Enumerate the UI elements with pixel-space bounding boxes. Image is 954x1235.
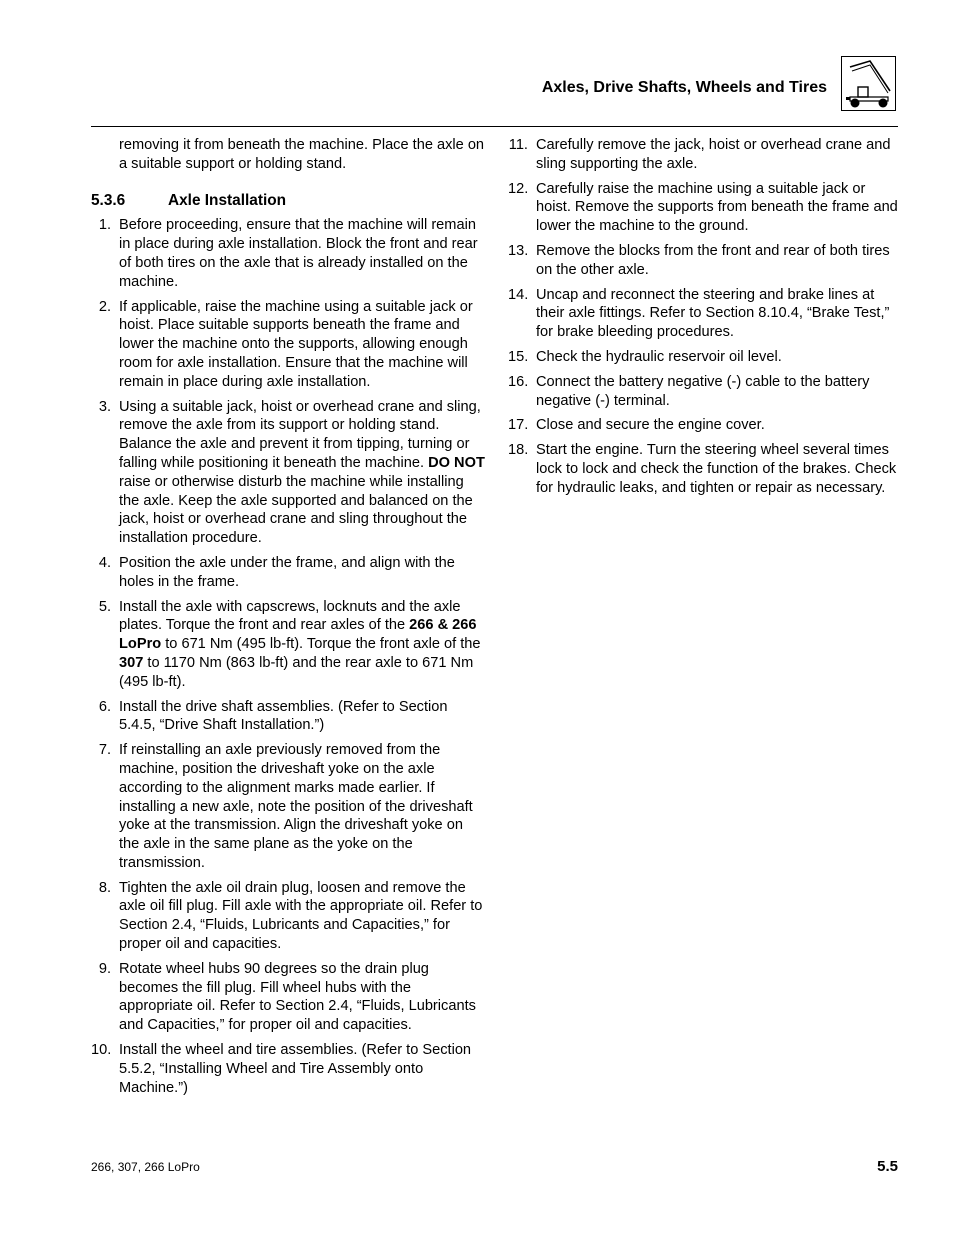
list-item [91, 879, 486, 954]
step-text [536, 180, 900, 236]
list-item [508, 441, 900, 497]
step-text [536, 348, 900, 367]
step-number: 5. [98, 598, 111, 615]
step-text-run: Start the engine. Turn the steering wheel several times lock to lock and check the function of the brakes. Check for hydraulic leaks, and tighten or repair as necessary. [536, 442, 897, 496]
left-column [91, 136, 486, 1103]
step-text-run: Check the hydraulic reservoir oil level. [536, 348, 782, 365]
step-number: 1. [98, 217, 111, 234]
step-text-run: Install the wheel and tire assemblies. (Refer to Section 5.5.2, “Installing Wheel and Tire Assembly onto Machine.”) [119, 1042, 472, 1096]
step-text [119, 298, 486, 392]
step-text-bold: DO NOT [428, 454, 485, 471]
page-header-title: Axles, Drive Shafts, Wheels and Tires [541, 79, 827, 96]
page-number: 5.5 [877, 1158, 898, 1175]
step-text [536, 416, 900, 435]
step-text-run: Carefully raise the machine using a suitable jack or hoist. Remove the supports from beneath the frame and lower the machine to the ground. [536, 180, 898, 235]
step-text [119, 398, 486, 548]
list-item [508, 242, 900, 280]
list-item [91, 960, 486, 1035]
section-number: 5.3.6 [91, 191, 126, 209]
list-item [91, 554, 486, 592]
step-text-run: Using a suitable jack, hoist or overhead crane and sling, remove the axle from its support or holding stand. Balance the axle and prevent it from tipping, turning or falling while positioning it beneath the machine. [119, 398, 481, 471]
step-text-run: raise or otherwise disturb the machine while installing the axle. Keep the axle supported and balanced on the jack, hoist or overhead crane and sling throughout the installation procedure. [119, 473, 473, 547]
step-text [119, 960, 486, 1035]
steps-list-left [91, 216, 486, 1097]
continuation-text: removing it from beneath the machine. Place the axle on a suitable support or holding stand. [119, 137, 485, 172]
step-number: 13. [508, 242, 529, 259]
step-number: 4. [98, 554, 111, 571]
telehandler-icon [841, 56, 896, 111]
step-text [119, 1041, 486, 1097]
step-number: 2. [98, 298, 111, 315]
step-text-run: Position the axle under the frame, and align with the holes in the frame. [119, 554, 455, 590]
step-text [536, 136, 900, 174]
step-text-run: Remove the blocks from the front and rear of both tires on the other axle. [536, 242, 890, 278]
step-text [119, 554, 486, 592]
list-item [508, 373, 900, 411]
step-number: 15. [508, 348, 529, 365]
list-item [91, 1041, 486, 1097]
step-text-run: Connect the battery negative (-) cable to the battery negative (-) terminal. [536, 373, 870, 409]
step-text-run: Install the axle with capscrews, locknuts and the axle plates. Torque the front and rear axles of the [119, 598, 461, 634]
step-text [119, 216, 486, 291]
step-number: 16. [508, 373, 529, 390]
step-text [119, 698, 486, 736]
section-title: Axle Installation [168, 191, 287, 209]
step-text-bold: 307 [119, 654, 144, 671]
step-text-run: Before proceeding, ensure that the machine will remain in place during axle installation. Block the front and rear of both tires on the axle that is already installed on the machine. [119, 217, 478, 290]
step-text-run: Carefully remove the jack, hoist or overhead crane and sling supporting the axle. [536, 137, 891, 172]
list-item [508, 180, 900, 236]
step-text-run: Rotate wheel hubs 90 degrees so the drain plug becomes the fill plug. Fill wheel hubs with the appropriate oil. Refer to Section 2.4, “Fluids, Lubricants and Capacities,” for proper oil and capacities. [119, 960, 476, 1034]
list-item [91, 398, 486, 548]
section-heading [91, 192, 486, 211]
header-rule [91, 126, 898, 127]
list-item [508, 348, 900, 367]
step-text [119, 879, 486, 954]
step-text-run: Tighten the axle oil drain plug, loosen and remove the axle oil fill plug. Fill axle with the appropriate oil. Refer to Section 2.4, “Fluids, Lubricants and Capacities,” for proper oil and capacities. [119, 879, 483, 953]
steps-list-right [508, 136, 900, 498]
step-number: 8. [98, 879, 111, 896]
step-text-run: Install the drive shaft assemblies. (Refer to Section 5.4.5, “Drive Shaft Installation.”) [119, 698, 448, 734]
step-number: 11. [508, 137, 528, 153]
step-text-run: to 671 Nm (495 lb-ft). Torque the front axle of the [161, 636, 481, 653]
step-number: 9. [98, 960, 111, 977]
list-item [508, 286, 900, 342]
step-text [536, 242, 900, 280]
step-text-run: Uncap and reconnect the steering and brake lines at their axle fittings. Refer to Section 8.10.4, “Brake Test,” for brake bleeding procedures. [536, 286, 890, 341]
step-text [119, 741, 486, 873]
step-text-run: Close and secure the engine cover. [536, 417, 765, 434]
list-item [91, 298, 486, 392]
step-number: 7. [98, 742, 111, 759]
right-column [508, 136, 900, 504]
step-text-run: If applicable, raise the machine using a suitable jack or hoist. Place suitable supports beneath the frame and lower the machine onto the supports, allowing enough room for axle installation. Ensure that the machine will remain in place during axle installation. [119, 298, 473, 390]
list-item [91, 741, 486, 873]
footer-models: 266, 307, 266 LoPro [91, 1160, 200, 1174]
list-item [508, 416, 900, 435]
step-number: 14. [508, 286, 529, 303]
step-text-bold: 266 & 266 LoPro [119, 617, 477, 653]
list-item [91, 598, 486, 692]
step-text [119, 598, 486, 692]
step-text-run: to 1170 Nm (863 lb-ft) and the rear axle to 671 Nm (495 lb-ft). [119, 654, 474, 690]
step-number: 17. [508, 417, 529, 434]
step-number: 3. [98, 398, 111, 415]
step-text-run: If reinstalling an axle previously removed from the machine, position the driveshaft yoke on the axle according to the alignment marks made earlier. If installing a new axle, note the position of the driveshaft yoke at the transmission. Align the driveshaft yoke on the axle in the same plane as the yoke on the transmission. [119, 742, 473, 871]
step-number: 6. [98, 698, 111, 715]
step-number: 12. [508, 180, 529, 197]
step-text [536, 286, 900, 342]
step-text [536, 441, 900, 497]
step-number: 10. [91, 1042, 112, 1059]
list-item [91, 698, 486, 736]
step-text [536, 373, 900, 411]
step-number: 18. [508, 442, 529, 459]
list-item [508, 136, 900, 174]
list-item [91, 216, 486, 291]
